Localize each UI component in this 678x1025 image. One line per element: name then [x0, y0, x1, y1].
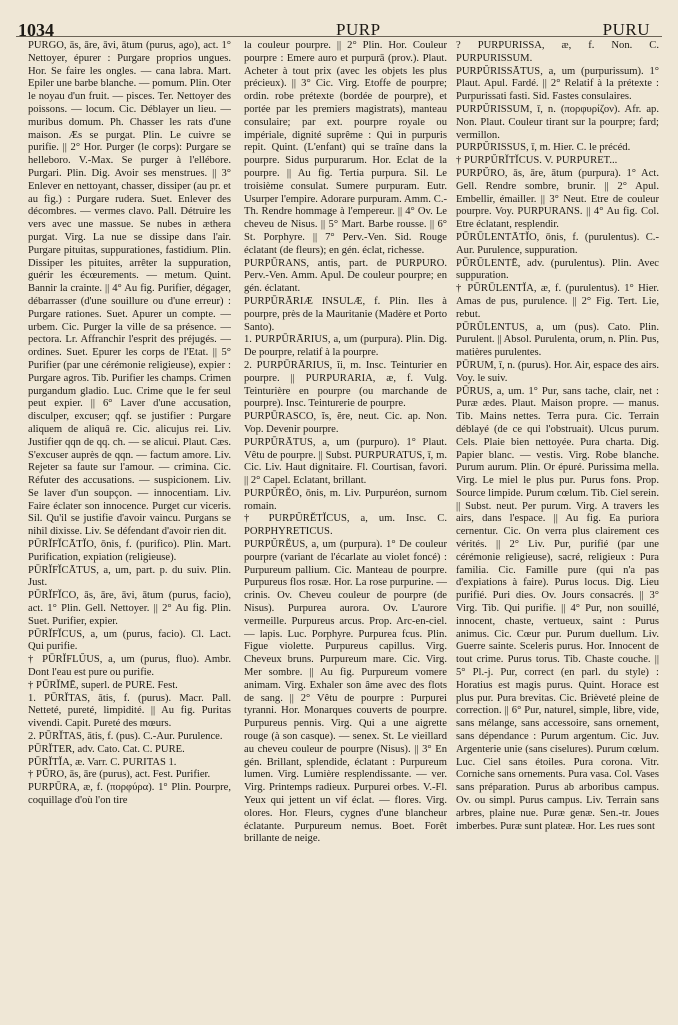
dictionary-entry: PURGO, ās, āre, āvi, ātum (purus, ago), act. 1° Nettoyer, épurer : Purgare proprios ungues. Hor. Se faire les ongles. — cana labra. Mart. Epiler une barbe blanche. — pomum. Plin. Oter le noyau d'un fruit. — pisces. Ter. Nettoyer des poissons. — locum. Cic. Déblayer un lieu. — muribus domum. Ph. Chasser les rats d'une maison. Æs se purgat. Plin. Le cuivre se purifie. || 2° Hor. Purger (le corps): Purgare se helleboro. V.-Max. Se purger à l'ellébore. Purgari. Plin. Dig. Avoir ses menstrues. || 3° Enlever en nettoyant, chasser, dissiper (au pr. et au fig.) : Purgare rudera. Suet. Enlever des décombres. — vermes clavo. Pall. Détruire les vers avec une massue. Se nubes in æthera purgat. Virg. La nue se dissipe dans l'air. Purgare pituitas, suppurationes, fastidium. Plin. Dissiper les pituites, arrêter la suppuration, guérir les écœurements. — metum. Quint. Bannir la crainte. || 4° Au fig. Purifier, dégager, débarrasser (d'une souillure ou d'une erreur) : Purgare rationes. Suet. Apurer un compte. — urbem. Cic. Purger la ville de sa présence. — pectora. Lr. Affranchir l'esprit des préjugés. — ordines. Suet. Epurer les corps de l'Etat. || 5° Purifier (par une cérémonie religieuse), expier : Purgare agros. Tib. Purifier les champs. Crimen purgandum gladio. Luc. Crime que le fer seul peut expier. || 6° Laver d'une accusation, disculper, excuser; qqf. se justifier : Purgare aliquem de aliquâ re. Cic. alicujus rei. Liv. Justifier qqn de qq. ch. — se alicui. Plaut. Cæs. S'excuser auprès de qqn. — factum amore. Liv. Rejeter sa faute sur l'amour. — crimina. Cic. Réfuter des accusations. — suspicionem. Liv. Se laver d'un soupçon. — innocentiam. Liv. Faire éclater son innocence. Purget cur viceris. Sil. Qu'il se justifie d'avoir vaincu. Purgans se nihil dixisse. Liv. Se défendant d'avoir rien dit.	[28, 40, 231, 538]
column-right	[456, 40, 659, 1018]
dictionary-entry: PURPŬRĔUS, a, um (purpura). 1° De couleur pourpre (variant de l'écarlate au violet foncé) : Purpureum pallium. Cic. Manteau de pourpre. Purpureus flos rosæ. Hor. La rose purpurine. — crinis. Ov. Cheveu couleur de pourpre (de Nisus). Purpurea aurora. Ov. L'aurore vermeille. Purpureus arcus. Prop. Arc-en-ciel. — lapis. Luc. Porphyre. Purpurea fcus. Plin. Figue violette. Purpureus capillus. Virg. Cheveux bruns. Purpureum mare. Cic. Virg. Mer sombre. || Au fig. Purpureum vomere animam. Virg. Exhaler son âme avec des flots de sang. || 2° Vêtu de pourpre : Purpurei tyranni. Hor. Monarques couverts de pourpre. Purpureus pennis. Virg. Qui a une aigrette rouge (à son casque). — senex. St. Le vieillard au cheveu couleur de pourpre (Nisus). || 3° En gén. Brillant, splendide, éclatant : Purpureum lumen. Virg. Lumière resplendissante. — ver. Virg. Printemps radieux. Purpurei orbes. V.-Fl. Yeux qui jettent un vif éclat. — flores. Virg. olores. Hor. Fleurs, cygnes d'une blancheur éclatante. Purpureum nemus. Boet. Forêt brillante de neige.	[244, 539, 447, 845]
dictionary-entry: PURPŬRO, ās, āre, ātum (purpura). 1° Act. Gell. Rendre sombre, brunir. || 2° Apul. Embellir, émailler. || 3° Neut. Etre de couleur pourpre. Voy. PURPURANS. || 4° Au fig. Col. Etre éclatant, resplendir.	[456, 167, 659, 231]
dictionary-entry: la couleur pourpre. || 2° Plin. Hor. Couleur pourpre : Emere auro et purpurā (prov.). Plaut. Acheter à tout prix (avec les objets les plus précieux). || 3° Cic. Virg. Etoffe de pourpre; ordin. robe prétexte (bordée de pourpre), et portée par les premiers magistrats), manteau consulaire; par ext. pourpre royale ou impériale, dignité suprême : Qui in purpuris repit. Quint. (L'enfant) qui se traîne dans la pourpre. Sidus purpurarum. Hor. Eclat de la pourpre. || Au fig. Tertia purpura. Sil. Le troisième consulat. Sumere purpuram. Eutr. Usurper l'empire. Adorare purpuram. Amm. C.-Th. Rendre hommage à l'empereur. || 4° Ov. Le cheveu de Nisus. || 5° Mart. Barbe rousse. || 6° St. Porphyre. || 7° Perv.-Ven. Sid. Rouge éclatant (de fleurs); en gén. éclat, richesse.	[244, 40, 447, 256]
dictionary-entry: † PŪRŪLENTĬA, æ, f. (purulentus). 1° Hier. Amas de pus, purulence. || 2° Fig. Tert. Lie, rebut.	[456, 283, 659, 320]
column-middle	[244, 40, 447, 1018]
dictionary-entry: PŪRĬFĬCUS, a, um (purus, facio). Cl. Lact. Qui purifie.	[28, 628, 231, 653]
dictionary-entry: † PŪRĬFLŬUS, a, um (purus, fluo). Ambr. Dont l'eau est pure ou purifie.	[28, 654, 231, 679]
dictionary-entry: PURPŪRĀRIÆ INSULÆ, f. Plin. Iles à pourpre, près de la Mauritanie (Madère et Porto Santo).	[244, 295, 447, 333]
dictionary-entry: † PŪRO, ās, āre (purus), act. Fest. Purifier.	[28, 769, 211, 781]
dictionary-entry: 2. PŪRĬTAS, ātis, f. (pus). C.-Aur. Purulence.	[28, 731, 223, 743]
dictionary-entry: ? PURPŬRISSA, æ, f. Non. C. PURPURISSUM.	[456, 40, 659, 64]
dictionary-entry: PŪRĬTĬA, æ. Varr. C. PURITAS 1.	[28, 756, 177, 768]
dictionary-entry: PURPŪRA, æ, f. (πορφύρα). 1° Plin. Pourpre, coquillage d'où l'on tire	[28, 782, 231, 807]
dictionary-entry: 2. PURPŪRĀRIUS, ĭi, m. Insc. Teinturier en pourpre. || PURPURARIA, æ, f. Vulg. Teinturière en pourpre (ou marchande de pourpre). Insc. Teinturerie de pourpre.	[244, 359, 447, 410]
dictionary-entry: PŪRŪLENTĒ, adv. (purulentus). Plin. Avec suppuration.	[456, 257, 659, 282]
dictionary-entry: PURPŬRISSĀTUS, a, um (purpurissum). 1° Plaut. Apul. Fardé. || 2° Relatif à la prétexte : Purpurissati fasti. Sid. Fastes consulaires.	[456, 65, 659, 103]
dictionary-entry: PŪRUS, a, um. 1° Pur, sans tache, clair, net : Puræ ædes. Plaut. Maison propre. — manus. Tib. Mains nettes. Terra pura. Cic. Terrain déblayé (de ce qui l'obstruait). Ulcus purum. Cels. Plaie bien nettoyée. Pura charta. Dig. Papier blanc. — vestis. Virg. Robe blanche. Purum aurum. Plin. Or épuré. Purissima mella. Virg. Le miel le plus pur. Purus fons. Prop. Source limpide. Purum cœlum. Tib. Ciel serein. || Subst. neut. Per purum. Virg. A travers les airs, dans l'espace. || Au fig. Ea puriora cernentur. Cic. On verra plus clairement ces vérités. || 2° Liv. Pur, purifié (par une cérémonie religieuse), sacré, religieux : Pura familia. Cic. Famille pure (qui n'a pas d'expiations à faire). Purus locus. Dig. Lieu purifié. Puri dies. Ov. Jours consacrés. || 3° Virg. Tib. Qui purifie. || 4° Pur, non souillé, innocent, chaste, vertueux, saint : Purus animus. Cic. Cœur pur. Purum duellum. Liv. Guerre sainte. Sceleris purus. Hor. Innocent de tout crime. Purus torus. Tib. Chaste couche. || 5° Pl.-j. Pur, correct (en parl. du style) : Horatius est magis purus. Quint. Horace est plus pur. Pura brevitas. Cic. Brièveté pleine de correction. || 6° Pur, naturel, simple, libre, vide, sans mélange, sans accessoire, sans ornement, sans dépendance : Purum argentum. Cic. Juv. Argenterie unie (sans ciselures). Purum cœlum. Luc. Ciel sans étoiles. Pura corona. Vitr. Corniche sans ornements. Pura vasa. Col. Vases sans préparation. Purus ab arboribus campus. Ov. ou simpl. Purus campus. Liv. Terrain sans arbres, plaine nue. Puræ genæ. Sen.-tr. Joues imberbes. Puræ sunt plateæ. Hor. Les rues sont	[456, 385, 659, 832]
dictionary-entry: PURPŬRĔO, ōnis, m. Liv. Purpuréon, surnom romain.	[244, 487, 447, 512]
dictionary-entry: † PURPŬRĔTĬCUS, a, um. Insc. C. PORPHYRETICUS.	[244, 513, 447, 538]
dictionary-entry: † PURPŬRĬTĬCUS. V. PURPURET...	[456, 155, 618, 167]
column-left	[28, 40, 231, 1018]
dictionary-entry: PURPŬRISSUS, ī, m. Hier. C. le précéd.	[456, 142, 631, 154]
dictionary-entry: PŪRUM, ī, n. (purus). Hor. Air, espace des airs. Voy. le suiv.	[456, 359, 659, 384]
dictionary-entry: PŪRĬFĬCĀTĬO, ōnis, f. (purifico). Plin. Mart. Purification, expiation (religieuse).	[28, 539, 231, 563]
dictionary-entry: PURPŪRASCO, ĭs, ĕre, neut. Cic. ap. Non. Vop. Devenir pourpre.	[244, 411, 447, 435]
dictionary-entry: 1. PURPŪRĀRIUS, a, um (purpura). Plin. Dig. De pourpre, relatif à la pourpre.	[244, 334, 447, 359]
dictionary-entry: PURPŬRISSUM, ī, n. (πορφυρίζον). Afr. ap. Non. Plaut. Couleur tirant sur la pourpre; fard; vermillon.	[456, 103, 659, 141]
page-number: 1034	[18, 20, 54, 40]
dictionary-entry: † PŪRĬMĒ, superl. de PURE. Fest.	[28, 679, 178, 691]
dictionary-entry: 1. PŪRĬTAS, ātis, f. (purus). Macr. Pall. Netteté, pureté, limpidité. || Au fig. Puritas vivendi. Capit. Pureté des mœurs.	[28, 692, 231, 730]
header-rule	[16, 36, 662, 37]
dictionary-entry: PŪRŪLENTUS, a, um (pus). Cato. Plin. Purulent. || Absol. Purulenta, orum, n. Plin. Pus, matières purulentes.	[456, 321, 659, 359]
dictionary-entry: PŪRĬFĬCO, ās, āre, āvi, ātum (purus, facio), act. 1° Plin. Gell. Nettoyer. || 2° Au fig. Plin. Suet. Purifier, expier.	[28, 590, 231, 627]
dictionary-entry: PŪRŪLENTĀTĬO, ōnis, f. (purulentus). C.-Aur. Purulence, suppuration.	[456, 231, 659, 256]
dictionary-entry: PURPŪRĀTUS, a, um (purpuro). 1° Plaut. Vêtu de pourpre. || Subst. PURPURATUS, ī, m. Cic. Liv. Haut dignitaire. Fl. Courtisan, favori. || 2° Capel. Eclatant, brillant.	[244, 436, 447, 487]
dictionary-entry: PŪRĬTER, adv. Cato. Cat. C. PURE.	[28, 743, 185, 755]
dictionary-entry: PURPŪRANS, antis, part. de PURPURO. Perv.-Ven. Amm. Apul. De couleur pourpre; en gén. éclatant.	[244, 257, 447, 295]
running-head-right: PURU	[602, 20, 650, 39]
dictionary-entry: PŪRĬFĬCĀTUS, a, um, part. p. du suiv. Plin. Just.	[28, 564, 231, 589]
running-head-left: PURP	[336, 20, 381, 39]
